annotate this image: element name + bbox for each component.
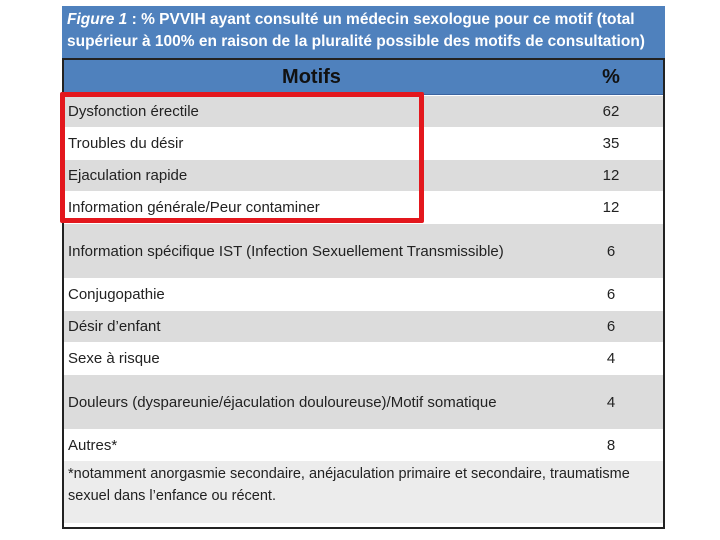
cell-percent: 35 (602, 135, 620, 152)
table-row (64, 429, 663, 461)
cell-percent: 6 (606, 318, 616, 335)
table-row (64, 310, 663, 342)
table-row (64, 223, 663, 278)
column-header-motifs: Motifs (282, 65, 341, 88)
table-header (64, 60, 663, 95)
table-footnote: *notamment anorgasmie secondaire, anéjaculation primaire et secondaire, traumatisme sexuel dans l’enfance ou récent. (64, 461, 663, 523)
cell-motif: Sexe à risque (68, 350, 160, 367)
cell-percent: 12 (602, 167, 620, 184)
figure-caption (62, 6, 665, 58)
cell-motif: Douleurs (dyspareunie/éjaculation douloureuse)/Motif somatique (68, 393, 497, 411)
cell-motif: Troubles du désir (68, 135, 184, 152)
cell-percent: 6 (606, 242, 616, 260)
cell-motif: Désir d’enfant (68, 318, 161, 335)
cell-motif: Conjugopathie (68, 286, 165, 303)
cell-percent: 8 (606, 437, 616, 454)
cell-motif: Autres* (68, 437, 118, 454)
cell-motif: Information spécifique IST (Infection Sexuellement Transmissible) (68, 242, 504, 260)
cell-motif: Dysfonction érectile (68, 103, 199, 120)
cell-percent: 6 (606, 286, 616, 303)
cell-motif: Ejaculation rapide (68, 167, 188, 184)
table-row (64, 342, 663, 374)
cell-percent: 12 (602, 199, 620, 216)
table-row (64, 278, 663, 310)
cell-percent: 4 (606, 393, 616, 411)
highlight-box (60, 92, 424, 223)
cell-motif: Information générale/Peur contaminer (68, 199, 320, 216)
column-header-percent: % (602, 65, 620, 88)
figure-label: Figure 1 (67, 11, 128, 28)
figure-caption-text: : % PVVIH ayant consulté un médecin sexologue pour ce motif (total supérieur à 100% en raison de la pluralité possible des motifs de consultation) (67, 11, 645, 50)
cell-percent: 4 (606, 350, 616, 367)
cell-percent: 62 (602, 103, 620, 120)
table-row (64, 374, 663, 429)
